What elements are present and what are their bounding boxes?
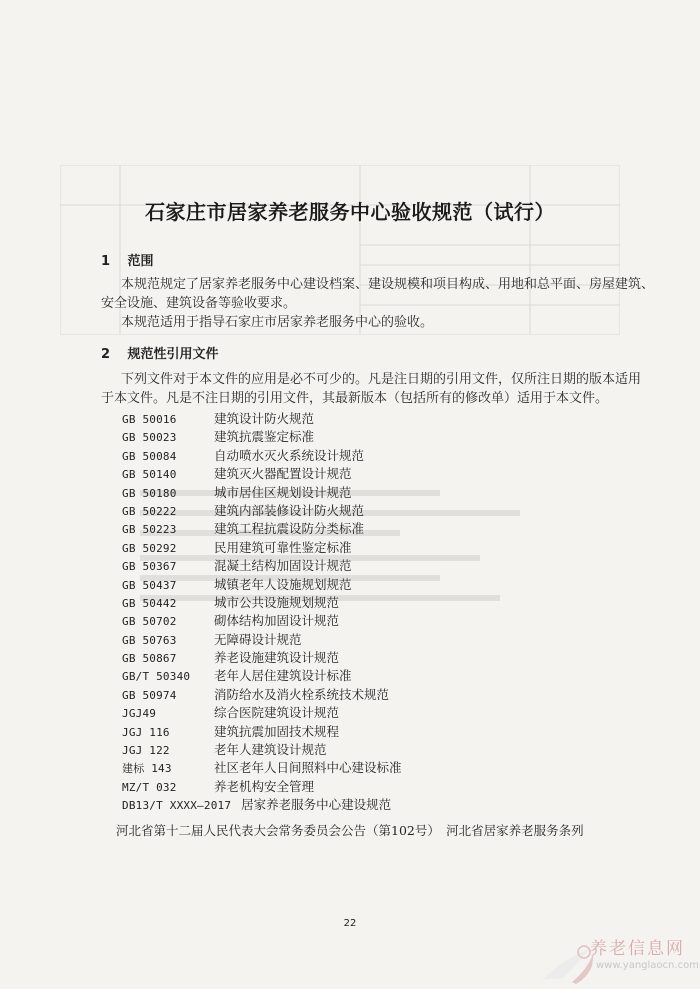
reference-item [122,722,402,740]
reference-name: 无障碍设计规范 [214,631,302,647]
reference-code: GB 50084 [122,449,177,463]
reference-name: 城市公共设施规划规范 [214,594,340,610]
reference-code: GB 50702 [122,615,177,629]
reference-code: MZ/T 032 [122,780,177,794]
reference-code: GB 50140 [122,468,177,482]
reference-name: 建筑设计防火规范 [214,411,315,426]
reference-code: JGJ49 [122,707,157,721]
reference-name: 消防给水及消火栓系统技术规范 [214,686,390,702]
reference-item [122,777,402,795]
reference-item [122,703,402,721]
reference-name: 混凝土结构加固设计规范 [214,558,352,574]
reference-code: GB 50223 [122,523,177,537]
reference-name: 养老机构安全管理 [214,778,315,794]
reference-item [122,575,402,593]
scope-paragraph-1-line-2: 安全设施、建筑设备等验收要求。 [101,296,297,311]
reference-code: GB 50180 [122,486,177,500]
section-title: 范围 [127,254,154,269]
section-heading-scope [101,250,154,269]
reference-code: GB/T 50340 [122,670,191,684]
reference-code: GB 50437 [122,578,177,592]
reference-item [122,464,402,482]
reference-code: GB 50974 [122,688,177,702]
reference-item [122,630,402,648]
scope-paragraph-1-line-1: 本规范规定了居家养老服务中心建设档案、建设规模和项目构成、用地和总平面、房屋建筑、 [121,277,655,292]
reference-item [122,427,402,445]
references-intro-line-2: 于本文件。凡是不注日期的引用文件，其最新版本（包括所有的修改单）适用于本文件。 [101,391,609,406]
reference-name: 民用建筑可靠性鉴定标准 [214,539,352,555]
reference-name: 城市居住区规划设计规范 [214,484,352,500]
reference-code: GB 50867 [122,652,177,666]
reference-item [122,648,402,666]
reference-name: 老年人建筑设计规范 [214,742,327,758]
reference-name: 建筑内部装修设计防火规范 [214,502,365,518]
reference-item [122,446,402,464]
reference-code: JGJ 122 [122,744,170,758]
reference-code: GB 50222 [122,504,177,518]
watermark-url: www.yanglaocn.com [596,960,699,971]
section-number: 1 [101,254,111,269]
reference-name: 社区老年人日间照料中心建设标准 [214,760,402,776]
page-number: 22 [343,918,357,929]
reference-item [122,556,402,574]
reference-code: GB 50367 [122,560,177,574]
references-intro-line-1: 下列文件对于本文件的应用是必不可少的。凡是注日期的引用文件，仅所注日期的版本适用 [121,372,642,387]
scope-paragraph-2: 本规范适用于指导石家庄市居家养老服务中心的验收。 [121,315,434,330]
watermark-text: 养老信息网 [590,939,685,959]
document-title: 石家庄市居家养老服务中心验收规范（试行） [145,200,555,224]
reference-name: 建筑抗震加固技术规程 [214,723,340,739]
reference-item [122,501,402,519]
section-title: 规范性引用文件 [127,347,219,362]
reference-code: GB 50442 [122,596,177,610]
reference-name: 自动喷水灭火系统设计规范 [214,447,365,463]
reference-code: GB 50292 [122,541,177,555]
reference-item [122,483,402,501]
reference-name: 建筑灭火器配置设计规范 [214,466,352,482]
reference-name: 砌体结构加固设计规范 [214,613,340,629]
reference-name: 养老设施建筑设计规范 [214,650,340,666]
reference-item [122,409,402,427]
reference-item [122,795,402,813]
reference-name: 建筑工程抗震设防分类标准 [214,521,365,537]
reference-item [122,740,402,758]
reference-name: 老年人居住建筑设计标准 [214,668,352,684]
reference-name: 居家养老服务中心建设规范 [241,797,392,813]
reference-item [122,519,402,537]
reference-item [122,611,402,629]
reference-code: 建标 143 [122,762,172,776]
reference-list [122,409,402,814]
reference-code: JGJ 116 [122,725,170,739]
reference-footer-line: 河北省第十二届人民代表大会常务委员会公告（第102号） 河北省居家养老服务条列 [116,823,584,838]
reference-code: DB13/T XXXX—2017 [122,799,232,813]
section-number: 2 [101,347,111,362]
reference-item [122,538,402,556]
reference-code: GB 50023 [122,431,177,445]
reference-item [122,593,402,611]
reference-item [122,666,402,684]
reference-code: GB 50016 [122,413,177,426]
section-heading-normative-references [101,343,219,362]
reference-item [122,685,402,703]
reference-name: 建筑抗震鉴定标准 [214,429,315,445]
reference-name: 城镇老年人设施规划规范 [214,576,352,592]
reference-item [122,758,402,776]
reference-code: GB 50763 [122,633,177,647]
reference-name: 综合医院建筑设计规范 [214,705,340,721]
